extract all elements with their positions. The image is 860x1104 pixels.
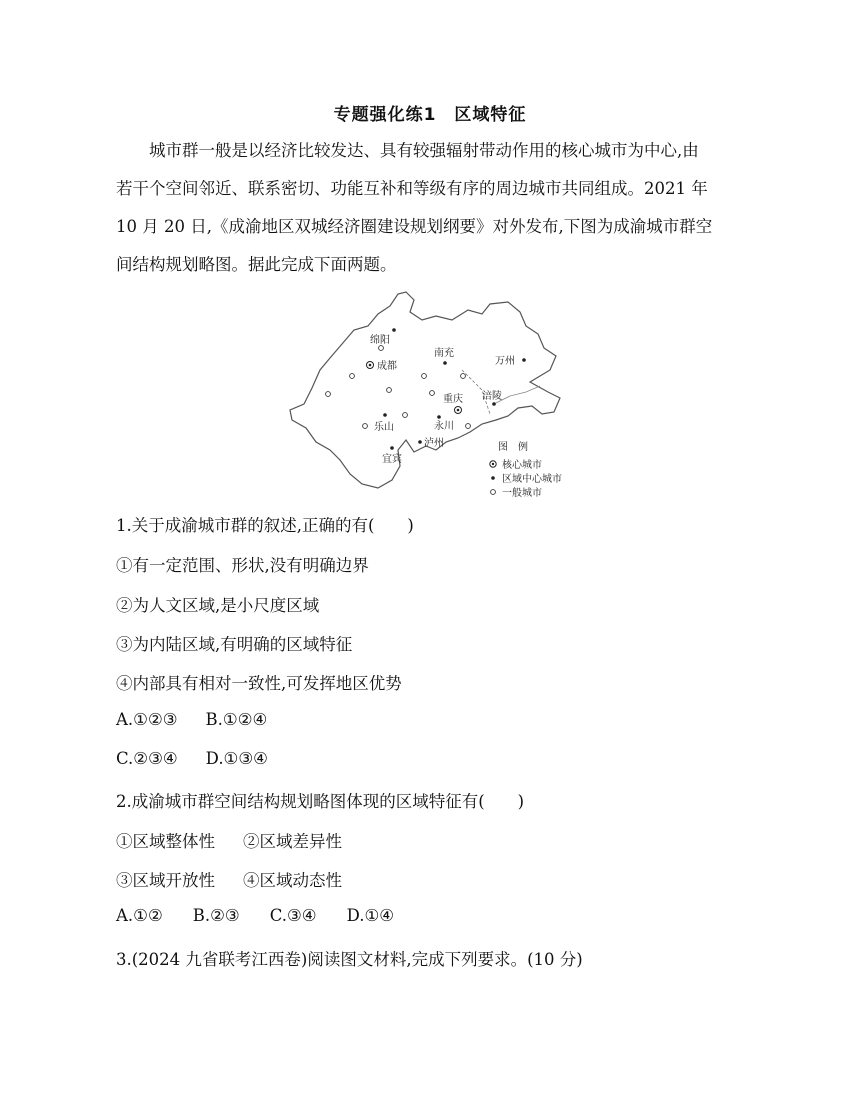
legend-core-label: 核心城市 [502, 460, 542, 471]
q2-item-3: ③区域开放性 [116, 871, 215, 890]
intro-line-4: 间结构规划略图。据此完成下面两题。 [116, 255, 397, 274]
general-city [379, 346, 384, 351]
city-label-mianyang: 绵阳 [370, 335, 390, 346]
general-city [387, 388, 392, 393]
intro-line-2: 若干个空间邻近、联系密切、功能互补和等级有序的周边城市共同组成。2021 年 [116, 179, 708, 198]
q2-option-d[interactable]: D.①④ [346, 906, 395, 925]
city-label-fuling: 涪陵 [482, 391, 502, 402]
general-city [461, 374, 466, 379]
page-title: 专题强化练1 区域特征 [333, 105, 527, 125]
q1-stem: 1.关于成渝城市群的叙述,正确的有( ) [116, 516, 414, 535]
legend-regional-label: 区域中心城市 [502, 474, 562, 485]
q1-options-row-1 [116, 710, 267, 729]
regional-city-yibin [390, 446, 394, 450]
region-boundary [290, 292, 560, 488]
q3-stem: 3.(2024 九省联考江西卷)阅读图文材料,完成下列要求。(10 分) [116, 950, 583, 969]
map-figure [286, 290, 576, 500]
legend-core-symbol [490, 461, 496, 467]
regional-city-fuling [492, 402, 496, 406]
regional-city-leshan [383, 413, 387, 417]
city-label-yongchuan: 永川 [434, 421, 454, 432]
city-label-leshan: 乐山 [374, 422, 394, 433]
general-city [326, 392, 331, 397]
q2-item-2: ②区域差异性 [243, 832, 342, 851]
city-label-chengdu: 成都 [377, 361, 397, 372]
city-label-chongqing: 重庆 [443, 394, 463, 405]
core-city-chengdu [367, 362, 374, 369]
q2-option-a[interactable]: A.①② [116, 906, 163, 925]
city-label-wanzhou: 万州 [495, 356, 515, 367]
general-city [466, 424, 471, 429]
regional-city-nanchong [443, 361, 447, 365]
general-city [363, 424, 368, 429]
city-label-yibin: 宜宾 [382, 454, 402, 465]
q1-options-row-2 [116, 749, 268, 768]
regional-city-yongchuan [437, 415, 441, 419]
city-label-luzhou: 泸州 [424, 438, 444, 449]
q1-option-a[interactable]: A.①②③ [116, 710, 178, 729]
q2-items-row-2 [116, 867, 342, 891]
q2-stem: 2.成渝城市群空间结构规划略图体现的区域特征有( ) [116, 792, 525, 811]
q1-item-4: ④内部具有相对一致性,可发挥地区优势 [116, 674, 402, 693]
q1-option-c[interactable]: C.②③④ [116, 749, 178, 768]
core-city-chongqing [455, 407, 462, 414]
q2-option-b[interactable]: B.②③ [192, 906, 240, 925]
legend-title: 图 例 [498, 442, 528, 453]
legend-general-symbol [491, 490, 496, 495]
regional-city-luzhou [418, 440, 422, 444]
city-label-nanchong: 南充 [434, 348, 454, 359]
q1-option-d[interactable]: D.①③④ [205, 749, 268, 768]
regional-city-wanzhou [522, 358, 526, 362]
q2-item-1: ①区域整体性 [116, 832, 215, 851]
q2-item-4: ④区域动态性 [243, 871, 342, 890]
chengyu-city-cluster-map [286, 290, 576, 500]
q1-option-b[interactable]: B.①②④ [205, 710, 268, 729]
map-legend [490, 440, 562, 499]
q2-options-row [116, 906, 394, 925]
legend-regional-symbol [491, 476, 495, 480]
general-city [350, 374, 355, 379]
q1-item-3: ③为内陆区域,有明确的区域特征 [116, 635, 353, 654]
regional-city-mianyang [392, 328, 396, 332]
q1-item-1: ①有一定范围、形状,没有明确边界 [116, 556, 369, 575]
intro-paragraph [116, 132, 744, 284]
q2-items-row-1 [116, 828, 342, 852]
general-city [422, 374, 427, 379]
q2-option-c[interactable]: C.③④ [269, 906, 317, 925]
intro-line-3: 10 月 20 日,《成渝地区双城经济圈建设规划纲要》对外发布,下图为成渝城市群空 [116, 217, 713, 236]
general-city [403, 413, 408, 418]
q1-item-2: ②为人文区域,是小尺度区域 [116, 596, 320, 615]
general-city [430, 391, 435, 396]
intro-line-1: 城市群一般是以经济比较发达、具有较强辐射带动作用的核心城市为中心,由 [149, 141, 699, 160]
legend-general-label: 一般城市 [502, 488, 542, 499]
